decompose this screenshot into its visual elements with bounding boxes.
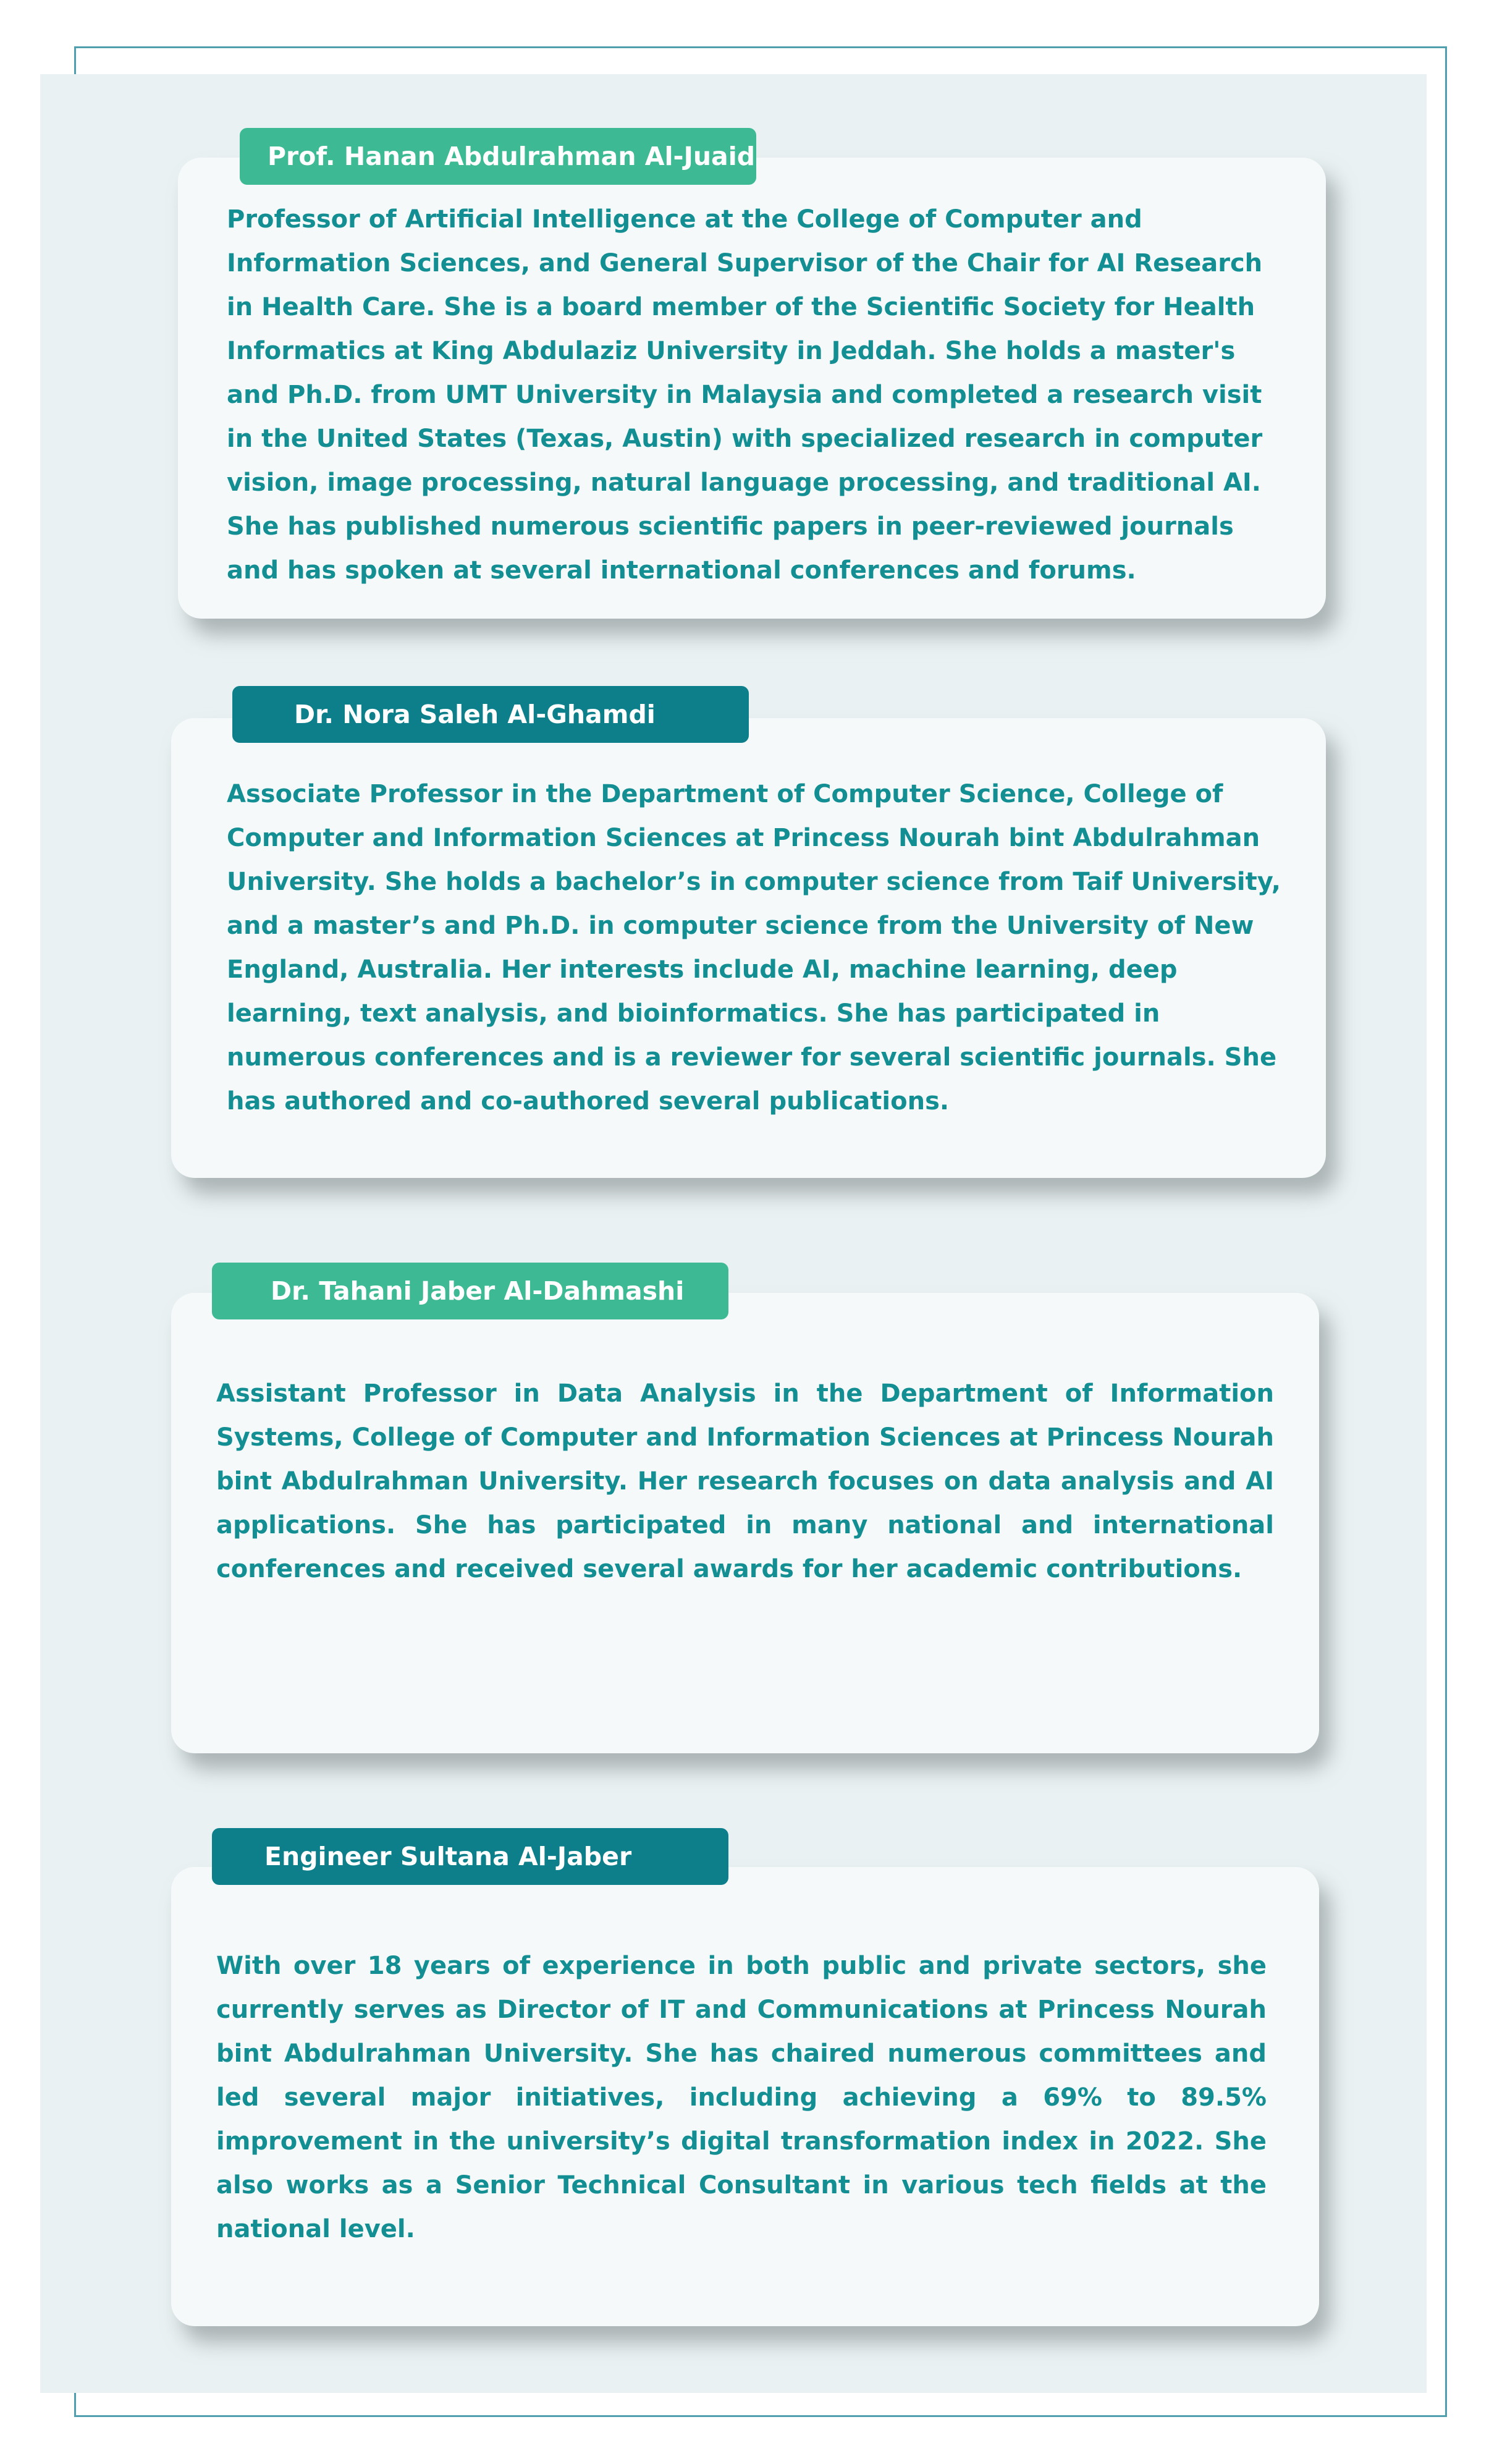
profile-name-tag: Dr. Nora Saleh Al-Ghamdi (232, 686, 749, 743)
profile-bio: Associate Professor in the Department of Computer Science, College of Computer and Information Sciences at Princess Nourah bint Abdulrahman University. She holds a bachelor’s in computer science from Taif University, and a master’s and Ph.D. in computer science from the University of New England, Australia. Her interests include AI, machine learning, deep learning, text analysis, and bioinformatics. She has participated in numerous conferences and is a reviewer for several scientific journals. She has authored and co-authored several publications. (227, 780, 1281, 1116)
profile-bio: Assistant Professor in Data Analysis in the Department of Information Systems, College of Computer and Information Sciences at Princess Nourah bint Abdulrahman University. Her research focuses on data analysis and AI applications. She has participated in many national and international conferences and received several awards for her academic contributions. (216, 1379, 1274, 1583)
profile-bio: With over 18 years of experience in both public and private sectors, she currently serves as Director of IT and Communications at Princess Nourah bint Abdulrahman University. She has chaired numerous committees and led several major initiatives, including achieving a 69% to 89.5% improvement in the university’s digital transformation index in 2022. She also works as a Senior Technical Consultant in various tech fields at the national level. (216, 1952, 1267, 2243)
profile-bio: Professor of Artificial Intelligence at the College of Computer and Information Sciences, and General Supervisor of the Chair for AI Research in Health Care. She is a board member of the Scientific Society for Health Informatics at King Abdulaziz University in Jeddah. She holds a master's and Ph.D. from UMT University in Malaysia and completed a research visit in the United States (Texas, Austin) with specialized research in computer vision, image processing, natural language processing, and traditional AI. She has published numerous scientific papers in peer-reviewed journals and has spoken at several international conferences and forums. (227, 205, 1263, 585)
profile-name-tag: Engineer Sultana Al-Jaber (212, 1828, 728, 1885)
profile-name-tag: Prof. Hanan Abdulrahman Al-Juaid (240, 128, 756, 185)
profile-name-tag: Dr. Tahani Jaber Al-Dahmashi (212, 1263, 728, 1319)
